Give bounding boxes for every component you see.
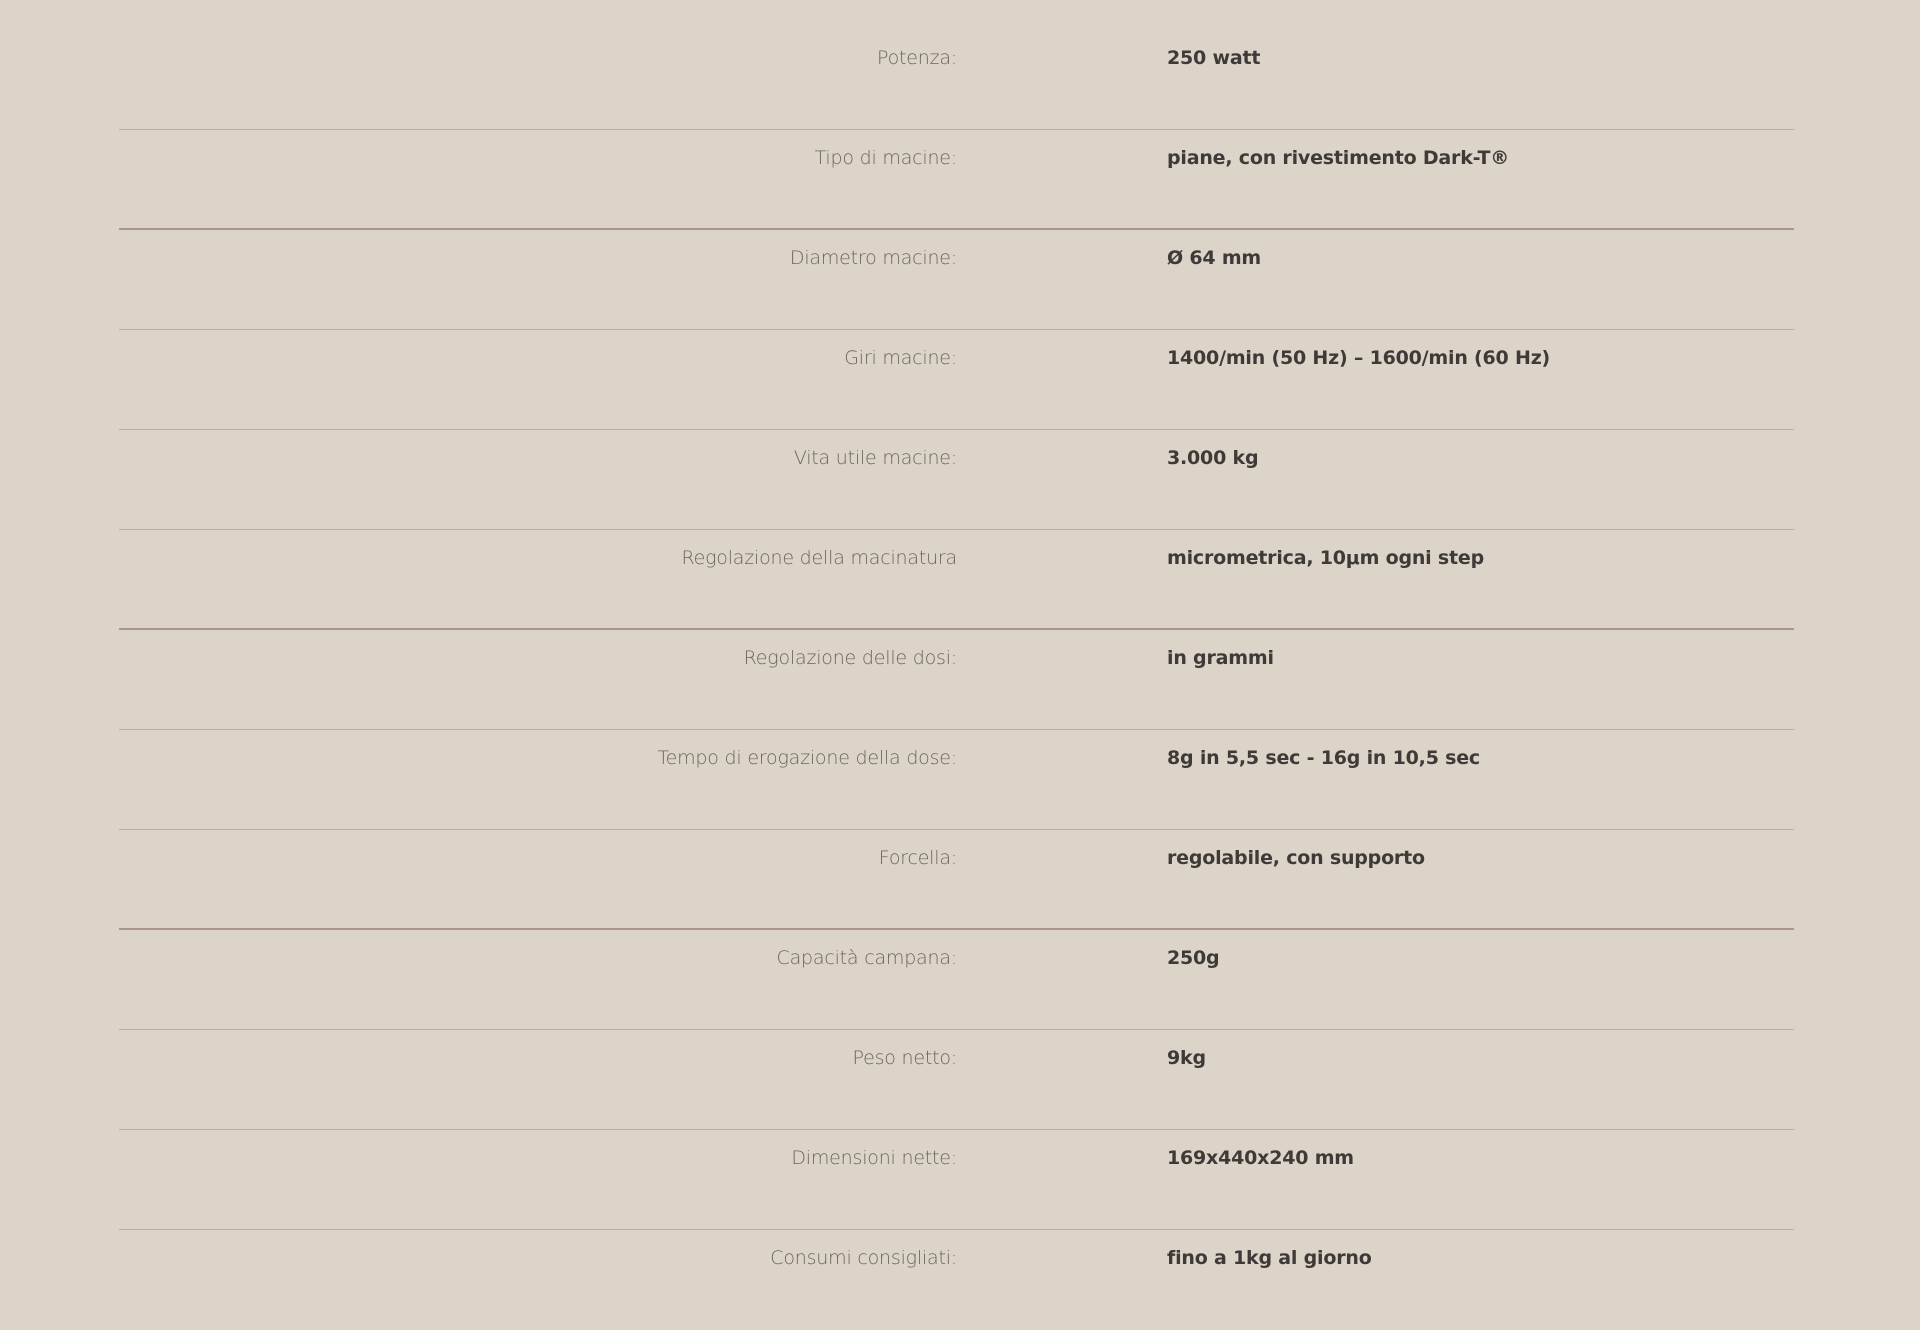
spec-label: Capacità campana: bbox=[776, 947, 957, 969]
spec-value: 3.000 kg bbox=[1167, 447, 1259, 469]
spec-value: in grammi bbox=[1167, 647, 1274, 669]
spec-value: Ø 64 mm bbox=[1167, 247, 1262, 269]
spec-label: Consumi consigliati: bbox=[770, 1247, 957, 1269]
spec-label: Giri macine: bbox=[844, 347, 957, 369]
spec-label: Potenza: bbox=[876, 47, 957, 69]
spec-label: Forcella: bbox=[878, 847, 957, 869]
spec-row-grind-adjustment bbox=[119, 530, 1794, 630]
spec-value: piane, con rivestimento Dark-T® bbox=[1167, 147, 1510, 169]
spec-label: Tempo di erogazione della dose: bbox=[657, 747, 957, 769]
spec-label: Dimensioni nette: bbox=[791, 1147, 957, 1169]
spec-label: Tipo di macine: bbox=[814, 147, 957, 169]
spec-row-recommended-use bbox=[119, 1230, 1794, 1330]
spec-value: 8g in 5,5 sec - 16g in 10,5 sec bbox=[1167, 747, 1480, 769]
spec-row-burr-life bbox=[119, 430, 1794, 530]
spec-row-power bbox=[119, 30, 1794, 130]
spec-row-dose-time bbox=[119, 730, 1794, 830]
spec-row-burr-speed bbox=[119, 330, 1794, 430]
spec-row-dose-adjustment bbox=[119, 630, 1794, 730]
specifications-table bbox=[119, 30, 1794, 1330]
spec-row-net-dimensions bbox=[119, 1130, 1794, 1230]
spec-row-burr-type bbox=[119, 130, 1794, 230]
spec-value: fino a 1kg al giorno bbox=[1167, 1247, 1372, 1269]
spec-row-burr-diameter bbox=[119, 230, 1794, 330]
spec-row-fork bbox=[119, 830, 1794, 930]
spec-row-hopper-capacity bbox=[119, 930, 1794, 1030]
spec-label: Vita utile macine: bbox=[793, 447, 957, 469]
spec-row-net-weight bbox=[119, 1030, 1794, 1130]
spec-value: regolabile, con supporto bbox=[1167, 847, 1425, 869]
spec-label: Peso netto: bbox=[852, 1047, 957, 1069]
spec-label: Diametro macine: bbox=[789, 247, 957, 269]
spec-value: 250 watt bbox=[1167, 47, 1261, 69]
spec-value: micrometrica, 10μm ogni step bbox=[1167, 547, 1484, 569]
spec-value: 250g bbox=[1167, 947, 1220, 969]
spec-value: 1400/min (50 Hz) – 1600/min (60 Hz) bbox=[1167, 347, 1551, 369]
spec-value: 9kg bbox=[1167, 1047, 1206, 1069]
spec-label: Regolazione delle dosi: bbox=[743, 647, 957, 669]
spec-label: Regolazione della macinatura bbox=[681, 547, 957, 569]
spec-value: 169x440x240 mm bbox=[1167, 1147, 1354, 1169]
